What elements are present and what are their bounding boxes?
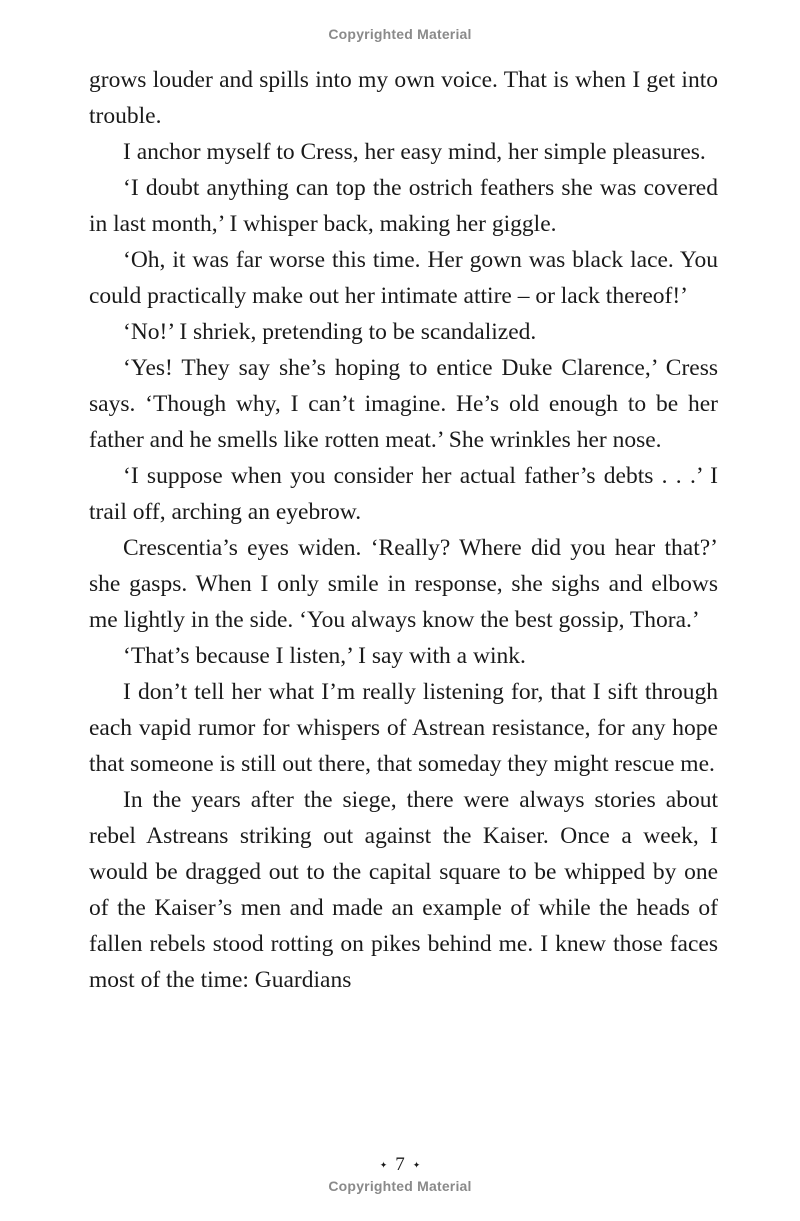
book-page-text: [89, 62, 718, 998]
paragraph: In the years after the siege, there were always stories about rebel Astreans striking out against the Kaiser. Once a week, I would be dragged out to the capital square to be whipped by one of the Kaiser’s men and made an example of while the heads of fallen rebels stood rotting on pikes behind me. I knew those faces most of the time: Guardians: [89, 787, 718, 993]
paragraph-continued: grows louder and spills into my own voice. That is when I get into trouble.: [89, 67, 718, 129]
copyright-watermark-top: Copyrighted Material: [328, 26, 472, 42]
copyright-watermark-bottom: Copyrighted Material: [328, 1178, 472, 1194]
ornament-left-icon: ✦: [379, 1160, 388, 1171]
paragraph: ‘That’s because I listen,’ I say with a wink.: [123, 643, 526, 669]
paragraph: I anchor myself to Cress, her easy mind, her simple pleasures.: [123, 139, 706, 165]
page-number: [0, 1154, 800, 1176]
page-number-value: 7: [395, 1154, 405, 1175]
paragraph: ‘Yes! They say she’s hoping to entice Duke Clarence,’ Cress says. ‘Though why, I can’t imagine. He’s old enough to be her father and he smells like rotten meat.’ She wrinkles her nose.: [89, 355, 718, 453]
paragraph: ‘Oh, it was far worse this time. Her gown was black lace. You could practically make out her intimate attire – or lack thereof!’: [89, 247, 718, 309]
paragraph: I don’t tell her what I’m really listening for, that I sift through each vapid rumor for whispers of Astrean resistance, for any hope that someone is still out there, that someday they might rescue me.: [89, 679, 718, 777]
ornament-right-icon: ✦: [412, 1160, 421, 1171]
paragraph: Crescentia’s eyes widen. ‘Really? Where did you hear that?’ she gasps. When I only smile in response, she sighs and elbows me lightly in the side. ‘You always know the best gossip, Thora.’: [89, 535, 718, 633]
paragraph: ‘No!’ I shriek, pretending to be scandalized.: [123, 319, 537, 345]
paragraph: ‘I doubt anything can top the ostrich feathers she was covered in last month,’ I whisper back, making her giggle.: [89, 175, 718, 237]
paragraph: ‘I suppose when you consider her actual father’s debts . . .’ I trail off, arching an eyebrow.: [89, 463, 718, 525]
